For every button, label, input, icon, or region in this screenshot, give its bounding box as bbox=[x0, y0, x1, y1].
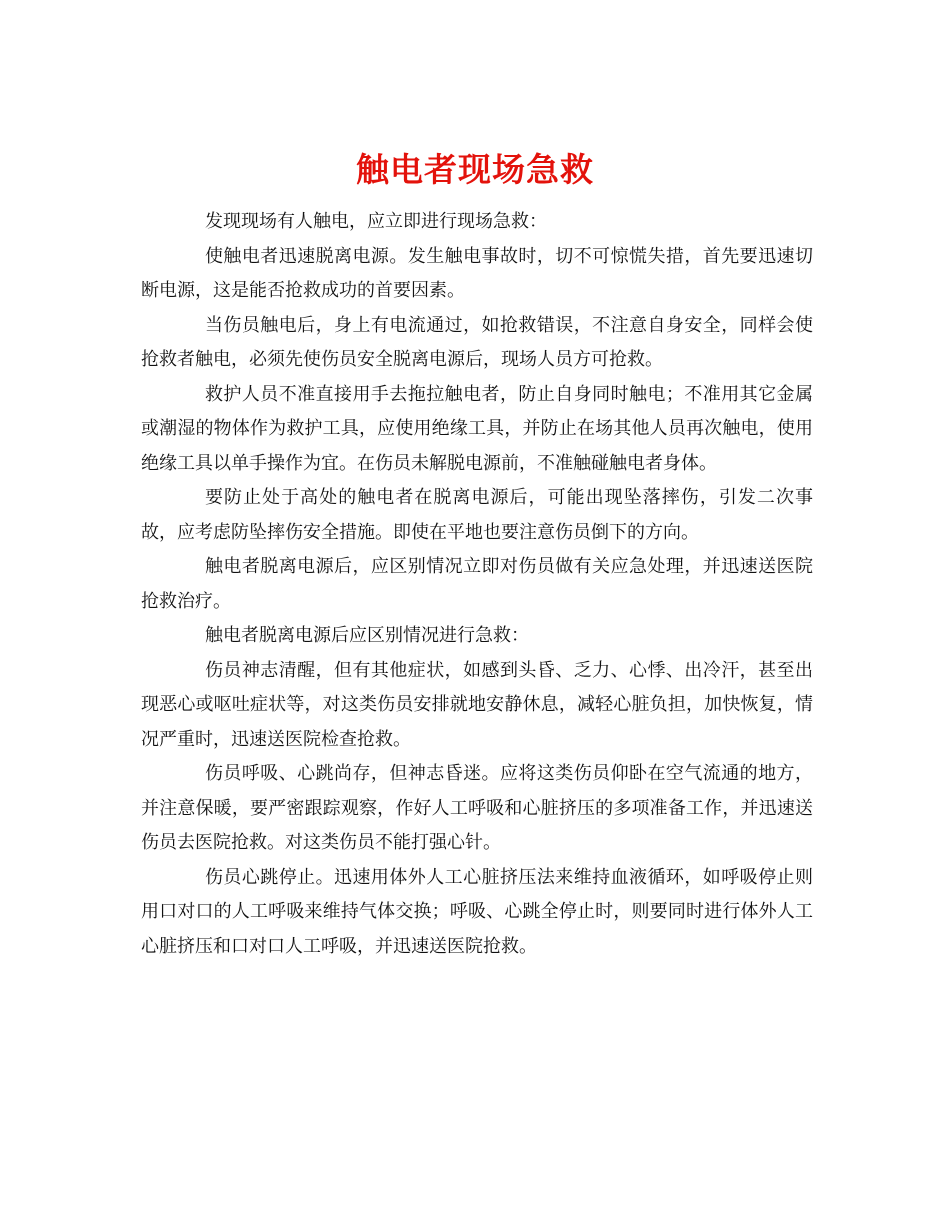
paragraph: 救护人员不准直接用手去拖拉触电者，防止自身同时触电；不准用其它金属或潮湿的物体作为救护工具，应使用绝缘工具，并防止在场其他人员再次触电，使用绝缘工具以单手操作为宜。在伤员未解脱电源前，不准触碰触电者身体。 bbox=[141, 383, 813, 474]
paragraph: 要防止处于高处的触电者在脱离电源后，可能出现坠落摔伤，引发二次事故，应考虑防坠摔伤安全措施。即使在平地也要注意伤员倒下的方向。 bbox=[141, 487, 813, 543]
paragraph: 伤员心跳停止。迅速用体外人工心脏挤压法来维持血液循环，如呼吸停止则用口对口的人工呼吸来维持气体交换；呼吸、心跳全停止时，则要同时进行体外人工心脏挤压和口对口人工呼吸，并迅速送医院抢救。 bbox=[141, 866, 813, 957]
paragraph: 发现现场有人触电，应立即进行现场急救： bbox=[205, 211, 547, 232]
paragraph: 当伤员触电后，身上有电流通过，如抢救错误，不注意自身安全，同样会使抢救者触电，必须先使伤员安全脱离电源后，现场人员方可抢救。 bbox=[141, 314, 813, 370]
paragraph: 触电者脱离电源后，应区别情况立即对伤员做有关应急处理，并迅速送医院抢救治疗。 bbox=[141, 556, 813, 612]
paragraph: 使触电者迅速脱离电源。发生触电事故时，切不可惊慌失措，首先要迅速切断电源，这是能否抢救成功的首要因素。 bbox=[141, 245, 813, 301]
document-body bbox=[141, 205, 813, 964]
document-title: 触电者现场急救 bbox=[356, 150, 594, 190]
paragraph: 触电者脱离电源后应区别情况进行急救： bbox=[205, 625, 529, 646]
paragraph: 伤员神志清醒，但有其他症状，如感到头昏、乏力、心悸、出冷汗，甚至出现恶心或呕吐症状等，对这类伤员安排就地安静休息，减轻心脏负担，加快恢复，情况严重时，迅速送医院检查抢救。 bbox=[141, 659, 813, 750]
paragraph: 伤员呼吸、心跳尚存，但神志昏迷。应将这类伤员仰卧在空气流通的地方，并注意保暖，要严密跟踪观察，作好人工呼吸和心脏挤压的多项准备工作，并迅速送伤员去医院抢救。对这类伤员不能打强心针。 bbox=[141, 763, 813, 853]
